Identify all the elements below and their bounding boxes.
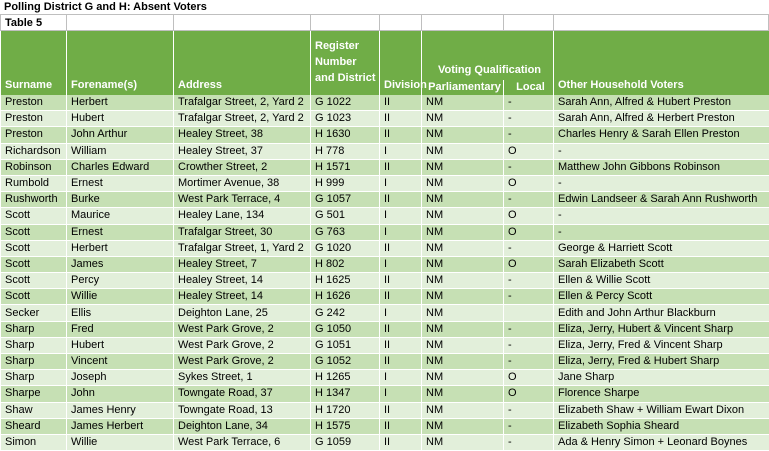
cell-parliamentary[interactable]: NM (422, 418, 504, 434)
table-row (1, 434, 769, 450)
cell-forename[interactable]: Ernest (67, 175, 174, 191)
cell-household[interactable]: Matthew John Gibbons Robinson (554, 159, 769, 175)
cell-household[interactable]: - (554, 208, 769, 224)
table-row (1, 240, 769, 256)
cell-forename[interactable]: Burke (67, 192, 174, 208)
cell-forename[interactable]: James Henry (67, 402, 174, 418)
cell-parliamentary[interactable]: NM (422, 143, 504, 159)
header-forenames: Forename(s) (67, 31, 174, 95)
cell-local[interactable]: O (504, 386, 554, 402)
table-label: Table 5 (1, 15, 67, 31)
cell-address[interactable]: Towngate Road, 37 (174, 386, 311, 402)
cell-parliamentary[interactable]: NM (422, 321, 504, 337)
cell-division[interactable]: II (380, 127, 422, 143)
table-row (1, 289, 769, 305)
cell-surname[interactable]: Preston (1, 111, 67, 127)
cell-forename[interactable]: Maurice (67, 208, 174, 224)
cell-parliamentary[interactable]: NM (422, 224, 504, 240)
cell-surname[interactable]: Scott (1, 289, 67, 305)
cell-household[interactable]: Edwin Landseer & Sarah Ann Rushworth (554, 192, 769, 208)
cell-address[interactable]: Deighton Lane, 34 (174, 418, 311, 434)
cell-household[interactable]: Eliza, Jerry, Hubert & Vincent Sharp (554, 321, 769, 337)
table-row (1, 418, 769, 434)
cell-household[interactable]: Ada & Henry Simon + Leonard Boynes (554, 434, 769, 450)
header-parliamentary: Parliamentary (422, 80, 504, 95)
cell-local[interactable]: - (504, 95, 554, 111)
cell-household[interactable]: Ellen & Willie Scott (554, 273, 769, 289)
table-row (1, 192, 769, 208)
cell-register[interactable]: G 1051 (311, 337, 380, 353)
table-row (1, 175, 769, 191)
cell-surname[interactable]: Sharp (1, 370, 67, 386)
cell-household[interactable]: George & Harriett Scott (554, 240, 769, 256)
cell-register[interactable]: G 1023 (311, 111, 380, 127)
cell-address[interactable]: Mortimer Avenue, 38 (174, 175, 311, 191)
cell-register[interactable]: G 763 (311, 224, 380, 240)
cell-surname[interactable]: Scott (1, 208, 67, 224)
cell-address[interactable]: Trafalgar Street, 30 (174, 224, 311, 240)
cell-surname[interactable]: Shaw (1, 402, 67, 418)
cell-division[interactable]: II (380, 192, 422, 208)
cell-parliamentary[interactable]: NM (422, 354, 504, 370)
cell-local[interactable]: - (504, 434, 554, 450)
table-row (1, 321, 769, 337)
cell-surname[interactable]: Sharp (1, 337, 67, 353)
cell-local[interactable]: O (504, 370, 554, 386)
cell-division[interactable]: II (380, 273, 422, 289)
cell-local[interactable]: O (504, 175, 554, 191)
cell-forename[interactable]: Hubert (67, 337, 174, 353)
cell-division[interactable]: I (380, 143, 422, 159)
table-row (1, 273, 769, 289)
cell-local[interactable]: - (504, 289, 554, 305)
cell-forename[interactable]: Vincent (67, 354, 174, 370)
cell-parliamentary[interactable]: NM (422, 95, 504, 111)
cell-register[interactable]: G 1059 (311, 434, 380, 450)
cell-forename[interactable]: John (67, 386, 174, 402)
cell-division[interactable]: II (380, 240, 422, 256)
cell-local[interactable]: - (504, 159, 554, 175)
cell-division[interactable]: II (380, 111, 422, 127)
cell-register[interactable]: G 1052 (311, 354, 380, 370)
header-local: Local (504, 80, 554, 95)
table-row (1, 370, 769, 386)
cell-address[interactable]: Crowther Street, 2 (174, 159, 311, 175)
cell-address[interactable]: West Park Grove, 2 (174, 337, 311, 353)
cell-register[interactable]: H 1571 (311, 159, 380, 175)
cell-surname[interactable]: Preston (1, 127, 67, 143)
cell-register[interactable]: G 1020 (311, 240, 380, 256)
cell-division[interactable]: I (380, 256, 422, 272)
cell-surname[interactable]: Scott (1, 240, 67, 256)
cell-division[interactable]: I (380, 370, 422, 386)
header-address: Address (174, 31, 311, 95)
cell-parliamentary[interactable]: NM (422, 370, 504, 386)
table-row (1, 159, 769, 175)
cell-parliamentary[interactable]: NM (422, 305, 504, 321)
table-row (1, 337, 769, 353)
absent-voters-table (0, 14, 769, 451)
header-voting-qualification: Voting Qualification (422, 31, 554, 80)
cell-forename[interactable]: James Herbert (67, 418, 174, 434)
cell-address[interactable]: Healey Street, 38 (174, 127, 311, 143)
cell-local[interactable]: - (504, 273, 554, 289)
cell-household[interactable]: Elizabeth Shaw + William Ewart Dixon (554, 402, 769, 418)
cell-parliamentary[interactable]: NM (422, 240, 504, 256)
cell-address[interactable]: West Park Terrace, 4 (174, 192, 311, 208)
table-row (1, 402, 769, 418)
cell-local[interactable]: - (504, 418, 554, 434)
cell-household[interactable]: Sarah Ann, Alfred & Herbert Preston (554, 111, 769, 127)
cell-division[interactable]: II (380, 434, 422, 450)
table-body (1, 95, 769, 451)
cell-household[interactable]: - (554, 143, 769, 159)
cell-surname[interactable]: Rumbold (1, 175, 67, 191)
cell-forename[interactable]: Joseph (67, 370, 174, 386)
cell-household[interactable]: Elizabeth Sophia Sheard (554, 418, 769, 434)
cell-address[interactable]: Healey Street, 14 (174, 289, 311, 305)
cell-local[interactable]: - (504, 354, 554, 370)
cell-surname[interactable]: Sharp (1, 354, 67, 370)
cell-parliamentary[interactable]: NM (422, 192, 504, 208)
cell-division[interactable]: II (380, 159, 422, 175)
table-row (1, 354, 769, 370)
cell-forename[interactable]: Percy (67, 273, 174, 289)
cell-division[interactable]: II (380, 321, 422, 337)
cell-local[interactable]: O (504, 143, 554, 159)
cell-register[interactable]: H 778 (311, 143, 380, 159)
cell-forename[interactable]: Hubert (67, 111, 174, 127)
cell-household[interactable]: Eliza, Jerry, Fred & Vincent Sharp (554, 337, 769, 353)
cell-division[interactable]: I (380, 175, 422, 191)
cell-division[interactable]: II (380, 337, 422, 353)
table-row (1, 127, 769, 143)
cell-surname[interactable]: Sharpe (1, 386, 67, 402)
cell-register[interactable]: H 1720 (311, 402, 380, 418)
cell-parliamentary[interactable]: NM (422, 337, 504, 353)
cell-forename[interactable]: John Arthur (67, 127, 174, 143)
cell-register[interactable]: H 1626 (311, 289, 380, 305)
table-row (1, 111, 769, 127)
cell-address[interactable]: Healey Street, 7 (174, 256, 311, 272)
cell-surname[interactable]: Sharp (1, 321, 67, 337)
table-row (1, 305, 769, 321)
cell-parliamentary[interactable]: NM (422, 208, 504, 224)
cell-register[interactable]: G 242 (311, 305, 380, 321)
cell-surname[interactable]: Scott (1, 224, 67, 240)
cell-division[interactable]: II (380, 402, 422, 418)
cell-local[interactable]: - (504, 127, 554, 143)
header-household: Other Household Voters (554, 31, 769, 95)
cell-forename[interactable]: Herbert (67, 240, 174, 256)
cell-division[interactable]: II (380, 95, 422, 111)
cell-division[interactable]: I (380, 208, 422, 224)
cell-local[interactable]: - (504, 321, 554, 337)
cell-local[interactable]: O (504, 224, 554, 240)
cell-parliamentary[interactable]: NM (422, 175, 504, 191)
cell-local[interactable]: - (504, 337, 554, 353)
cell-address[interactable]: West Park Grove, 2 (174, 321, 311, 337)
cell-household[interactable]: Florence Sharpe (554, 386, 769, 402)
cell-address[interactable]: Deighton Lane, 25 (174, 305, 311, 321)
cell-forename[interactable]: Ernest (67, 224, 174, 240)
table-row (1, 256, 769, 272)
cell-division[interactable]: I (380, 386, 422, 402)
cell-household[interactable]: - (554, 175, 769, 191)
cell-surname[interactable]: Robinson (1, 159, 67, 175)
table-row (1, 143, 769, 159)
cell-surname[interactable]: Preston (1, 95, 67, 111)
cell-address[interactable]: West Park Terrace, 6 (174, 434, 311, 450)
cell-address[interactable]: West Park Grove, 2 (174, 354, 311, 370)
cell-surname[interactable]: Richardson (1, 143, 67, 159)
cell-register[interactable]: H 1575 (311, 418, 380, 434)
cell-forename[interactable]: Willie (67, 434, 174, 450)
cell-household[interactable]: Sarah Ann, Alfred & Hubert Preston (554, 95, 769, 111)
cell-address[interactable]: Towngate Road, 13 (174, 402, 311, 418)
header-surname: Surname (1, 31, 67, 95)
cell-surname[interactable]: Sheard (1, 418, 67, 434)
cell-address[interactable]: Healey Lane, 134 (174, 208, 311, 224)
cell-local[interactable]: - (504, 111, 554, 127)
cell-forename[interactable]: Fred (67, 321, 174, 337)
cell-parliamentary[interactable]: NM (422, 273, 504, 289)
cell-address[interactable]: Healey Street, 37 (174, 143, 311, 159)
cell-address[interactable]: Trafalgar Street, 2, Yard 2 (174, 111, 311, 127)
sheet-title: Polling District G and H: Absent Voters (4, 1, 207, 13)
cell-register[interactable]: G 1050 (311, 321, 380, 337)
cell-surname[interactable]: Simon (1, 434, 67, 450)
header-division: Division (380, 31, 422, 95)
cell-address[interactable]: Healey Street, 14 (174, 273, 311, 289)
cell-parliamentary[interactable]: NM (422, 159, 504, 175)
cell-address[interactable]: Trafalgar Street, 2, Yard 2 (174, 95, 311, 111)
table-row (1, 386, 769, 402)
cell-household[interactable]: Eliza, Jerry, Fred & Hubert Sharp (554, 354, 769, 370)
cell-register[interactable]: H 1625 (311, 273, 380, 289)
table-row (1, 208, 769, 224)
cell-household[interactable]: Charles Henry & Sarah Ellen Preston (554, 127, 769, 143)
cell-forename[interactable]: Willie (67, 289, 174, 305)
cell-register[interactable]: H 1630 (311, 127, 380, 143)
cell-local[interactable]: - (504, 402, 554, 418)
cell-register[interactable]: H 1265 (311, 370, 380, 386)
cell-household[interactable]: Sarah Elizabeth Scott (554, 256, 769, 272)
cell-surname[interactable]: Scott (1, 273, 67, 289)
cell-forename[interactable]: William (67, 143, 174, 159)
cell-surname[interactable]: Rushworth (1, 192, 67, 208)
header-row (1, 31, 769, 80)
cell-register[interactable]: H 999 (311, 175, 380, 191)
cell-forename[interactable]: Charles Edward (67, 159, 174, 175)
cell-household[interactable]: Jane Sharp (554, 370, 769, 386)
cell-forename[interactable]: James (67, 256, 174, 272)
cell-parliamentary[interactable]: NM (422, 127, 504, 143)
cell-parliamentary[interactable]: NM (422, 111, 504, 127)
cell-address[interactable]: Sykes Street, 1 (174, 370, 311, 386)
table-row (1, 224, 769, 240)
header-register: Register Number and District (311, 31, 380, 95)
cell-local[interactable]: - (504, 240, 554, 256)
cell-division[interactable]: II (380, 418, 422, 434)
cell-register[interactable]: H 1347 (311, 386, 380, 402)
cell-surname[interactable]: Secker (1, 305, 67, 321)
cell-local[interactable]: - (504, 192, 554, 208)
cell-local[interactable] (504, 305, 554, 321)
cell-local[interactable]: O (504, 256, 554, 272)
cell-register[interactable]: H 802 (311, 256, 380, 272)
cell-register[interactable]: G 1057 (311, 192, 380, 208)
cell-parliamentary[interactable]: NM (422, 386, 504, 402)
cell-parliamentary[interactable]: NM (422, 402, 504, 418)
cell-surname[interactable]: Scott (1, 256, 67, 272)
table-label-row (1, 15, 769, 31)
cell-forename[interactable]: Ellis (67, 305, 174, 321)
cell-household[interactable]: Ellen & Percy Scott (554, 289, 769, 305)
cell-household[interactable]: - (554, 224, 769, 240)
cell-parliamentary[interactable]: NM (422, 256, 504, 272)
cell-division[interactable]: II (380, 289, 422, 305)
cell-household[interactable]: Edith and John Arthur Blackburn (554, 305, 769, 321)
cell-local[interactable]: O (504, 208, 554, 224)
cell-forename[interactable]: Herbert (67, 95, 174, 111)
cell-parliamentary[interactable]: NM (422, 289, 504, 305)
cell-division[interactable]: II (380, 354, 422, 370)
table-row (1, 95, 769, 111)
cell-division[interactable]: I (380, 224, 422, 240)
cell-address[interactable]: Trafalgar Street, 1, Yard 2 (174, 240, 311, 256)
cell-division[interactable]: I (380, 305, 422, 321)
cell-register[interactable]: G 501 (311, 208, 380, 224)
cell-parliamentary[interactable]: NM (422, 434, 504, 450)
cell-register[interactable]: G 1022 (311, 95, 380, 111)
